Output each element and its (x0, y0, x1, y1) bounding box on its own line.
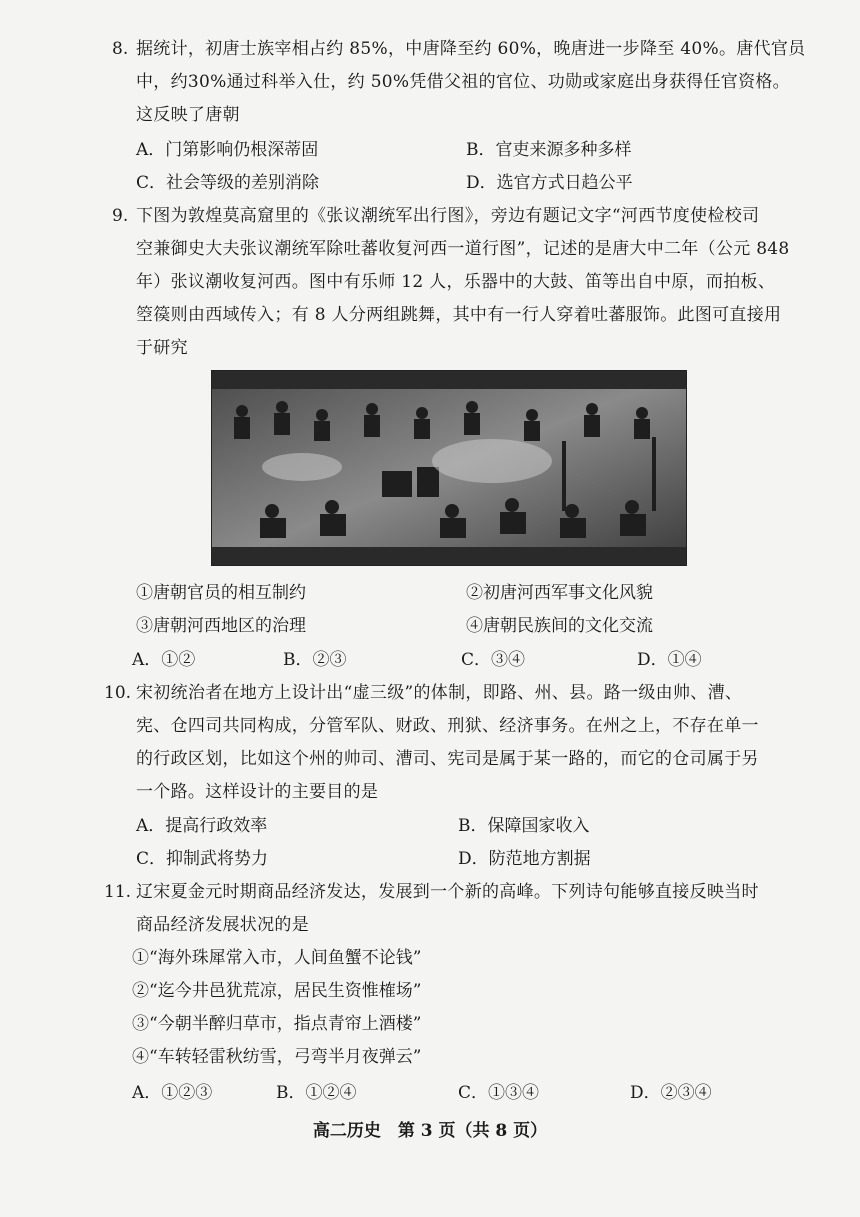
q10-line-4: 一个路。这样设计的主要目的是 (136, 782, 379, 802)
q9-statement-4: ④唐朝民族间的文化交流 (466, 616, 653, 636)
q10-number: 10. (104, 683, 132, 703)
q11-statement-3: ③“今朝半醉归草市，指点青帘上酒楼” (132, 1014, 422, 1034)
mural-painting-illustration (212, 371, 686, 565)
q8-line-2: 中，约30%通过科举入仕，约 50%凭借父祖的官位、功勋或家庭出身获得任官资格。 (136, 72, 790, 92)
q9-line-4: 箜篌则由西域传入；有 8 人分两组跳舞，其中有一行人穿着吐蕃服饰。此图可直接用 (136, 305, 782, 325)
q9-option-c[interactable]: C．③④ (461, 650, 526, 670)
q9-statement-3: ③唐朝河西地区的治理 (136, 616, 306, 636)
q11-number: 11. (104, 882, 132, 902)
q10-option-a[interactable]: A．提高行政效率 (136, 816, 268, 836)
q11-option-c[interactable]: C．①③④ (458, 1083, 540, 1103)
q8-line-3: 这反映了唐朝 (136, 105, 240, 125)
q9-option-b[interactable]: B．②③ (283, 650, 347, 670)
q11-statement-4: ④“车转轻雷秋纺雪，弓弯半月夜弹云” (132, 1047, 422, 1067)
q9-statement-2: ②初唐河西军事文化风貌 (466, 583, 653, 603)
q8-option-a[interactable]: A．门第影响仍根深蒂固 (136, 140, 319, 160)
q9-line-1: 下图为敦煌莫高窟里的《张议潮统军出行图》，旁边有题记文字“河西节度使检校司 (136, 206, 760, 226)
q10-option-b[interactable]: B．保障国家收入 (458, 816, 590, 836)
q10-line-2: 宪、仓四司共同构成，分管军队、财政、刑狱、经济事务。在州之上，不存在单一 (136, 716, 759, 736)
q10-option-c[interactable]: C．抑制武将势力 (136, 849, 269, 869)
q8-option-b[interactable]: B．官吏来源多种多样 (466, 140, 632, 160)
q9-line-2: 空兼御史大夫张议潮统军除吐蕃收复河西一道行图”，记述的是唐大中二年（公元 848 (136, 239, 790, 259)
q10-line-1: 宋初统治者在地方上设计出“虚三级”的体制，即路、州、县。路一级由帅、漕、 (136, 683, 743, 703)
q11-option-a[interactable]: A．①②③ (132, 1083, 213, 1103)
q11-option-d[interactable]: D．②③④ (630, 1083, 712, 1103)
q11-line-1: 辽宋夏金元时期商品经济发达，发展到一个新的高峰。下列诗句能够直接反映当时 (136, 882, 759, 902)
q11-option-b[interactable]: B．①②④ (276, 1083, 357, 1103)
q9-option-a[interactable]: A．①② (132, 650, 196, 670)
q11-statement-1: ①“海外珠犀常入市，人间鱼蟹不论钱” (132, 948, 422, 968)
q11-statement-2: ②“迄今井邑犹荒凉，居民生资惟榷场” (132, 981, 422, 1001)
q9-line-5: 于研究 (136, 338, 188, 358)
q9-line-3: 年）张议潮收复河西。图中有乐师 12 人，乐器中的大鼓、笛等出自中原，而拍板、 (136, 272, 776, 292)
q8-line-1: 据统计，初唐士族宰相占约 85%，中唐降至约 60%，晚唐进一步降至 40%。唐代官员 (136, 39, 806, 59)
q9-number: 9. (112, 206, 129, 226)
q10-line-3: 的行政区划，比如这个州的帅司、漕司、宪司是属于某一路的，而它的仓司属于另 (136, 749, 759, 769)
q9-option-d[interactable]: D．①④ (637, 650, 702, 670)
page-footer: 高二历史 第 3 页（共 8 页） (312, 1121, 548, 1141)
q8-option-c[interactable]: C．社会等级的差别消除 (136, 173, 320, 193)
q9-statement-1: ①唐朝官员的相互制约 (136, 583, 306, 603)
q11-line-2: 商品经济发展状况的是 (136, 915, 309, 935)
q10-option-d[interactable]: D．防范地方割据 (458, 849, 591, 869)
mural-image (211, 370, 687, 566)
q8-option-d[interactable]: D．选官方式日趋公平 (466, 173, 633, 193)
q8-number: 8. (112, 39, 129, 59)
